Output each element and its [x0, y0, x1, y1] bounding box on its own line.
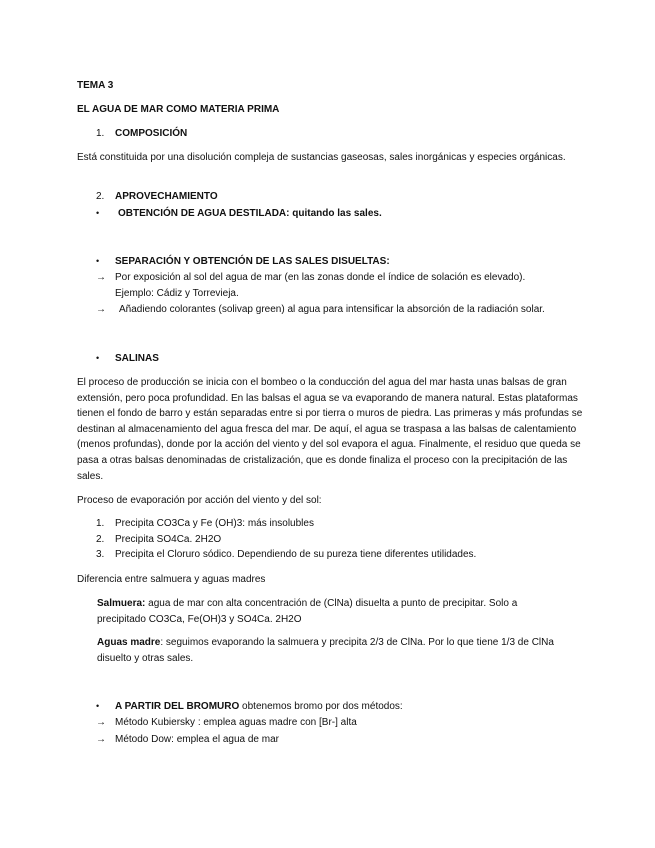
tema-heading: TEMA 3	[77, 80, 114, 91]
metodo-kubiersky: Método Kubiersky : emplea aguas madre con [Br-] alta	[115, 717, 357, 728]
destilada-item: OBTENCIÓN DE AGUA DESTILADA: quitando las sales.	[118, 208, 382, 219]
arrow-icon: →	[96, 717, 106, 728]
list-item: Precipita CO3Ca y Fe (OH)3: más insolubles	[115, 518, 314, 529]
aguas-madre-text: : seguimos evaporando la salmuera y precipita 2/3 de ClNa. Por lo que tiene 1/3 de ClNa disuelto y otras sales.	[97, 637, 554, 664]
salmuera-label: Salmuera:	[97, 598, 146, 609]
salinas-paragraph: El proceso de producción se inicia con el bombeo o la conducción del agua del mar hasta unas balsas de gran extensión, pero poca profundidad. En las balsas el agua se va evaporando de manera natural. Estas plataformas tienen el fondo de barro y están separadas entre si por tierra o muros de piedra. Las primeras y más profundas se destinan al almacenamiento del agua fresca del mar. De aquí, el agua se traspasa a las balsas de calentamiento (menos profundas), donde por la acción del viento y del sol evapora el agua. Finalmente, el residuo que queda se pasa a otras balsas denominadas de cristalización, que es donde finaliza el proceso con la precipitación de las sales.	[77, 377, 583, 482]
metodo-dow: Método Dow: emplea el agua de mar	[115, 734, 279, 745]
arrow-icon: →	[96, 272, 106, 283]
section-number: 1.	[96, 128, 105, 139]
separacion-item-1-example: Ejemplo: Cádiz y Torrevieja.	[115, 288, 239, 299]
section-number: 2.	[96, 191, 105, 202]
document-title: EL AGUA DE MAR COMO MATERIA PRIMA	[77, 104, 280, 115]
bullet-icon: •	[96, 701, 100, 711]
aguas-madre-definition	[97, 635, 562, 666]
bullet-icon: •	[96, 208, 100, 218]
list-number: 3.	[96, 549, 105, 560]
separacion-item-1: Por exposición al sol del agua de mar (en las zonas donde el índice de solación es elevado).	[115, 272, 526, 283]
list-item: Precipita SO4Ca. 2H2O	[115, 534, 222, 545]
salmuera-text: agua de mar con alta concentración de (ClNa) disuelta a punto de precipitar. Solo a precipitado CO3Ca, Fe(OH)3 y SO4Ca. 2H2O	[97, 598, 518, 625]
bullet-icon: •	[96, 256, 100, 266]
arrow-icon: →	[96, 734, 106, 745]
salmuera-definition	[97, 596, 557, 627]
bromuro-heading	[115, 699, 403, 714]
arrow-icon: →	[96, 304, 106, 315]
composicion-paragraph: Está constituida por una disolución compleja de sustancias gaseosas, sales inorgánicas y especies orgánicas.	[77, 152, 566, 163]
diferencia-heading: Diferencia entre salmuera y aguas madres	[77, 574, 266, 585]
bromuro-heading-bold: A PARTIR DEL BROMURO	[115, 701, 240, 712]
section-heading-aprovechamiento: APROVECHAMIENTO	[115, 191, 218, 202]
aguas-madre-label: Aguas madre	[97, 637, 161, 648]
separacion-heading: SEPARACIÓN Y OBTENCIÓN DE LAS SALES DISUELTAS:	[115, 256, 390, 267]
list-number: 1.	[96, 518, 105, 529]
separacion-item-2: Añadiendo colorantes (solivap green) al agua para intensificar la absorción de la radiación solar.	[119, 304, 545, 315]
bullet-icon: •	[96, 353, 100, 363]
salinas-heading: SALINAS	[115, 353, 159, 364]
proceso-intro: Proceso de evaporación por acción del viento y del sol:	[77, 495, 322, 506]
bromuro-heading-rest: obtenemos bromo por dos métodos:	[239, 701, 403, 712]
section-heading-composicion: COMPOSICIÓN	[115, 128, 188, 139]
list-item: Precipita el Cloruro sódico. Dependiendo de su pureza tiene diferentes utilidades.	[115, 549, 477, 560]
list-number: 2.	[96, 534, 105, 545]
